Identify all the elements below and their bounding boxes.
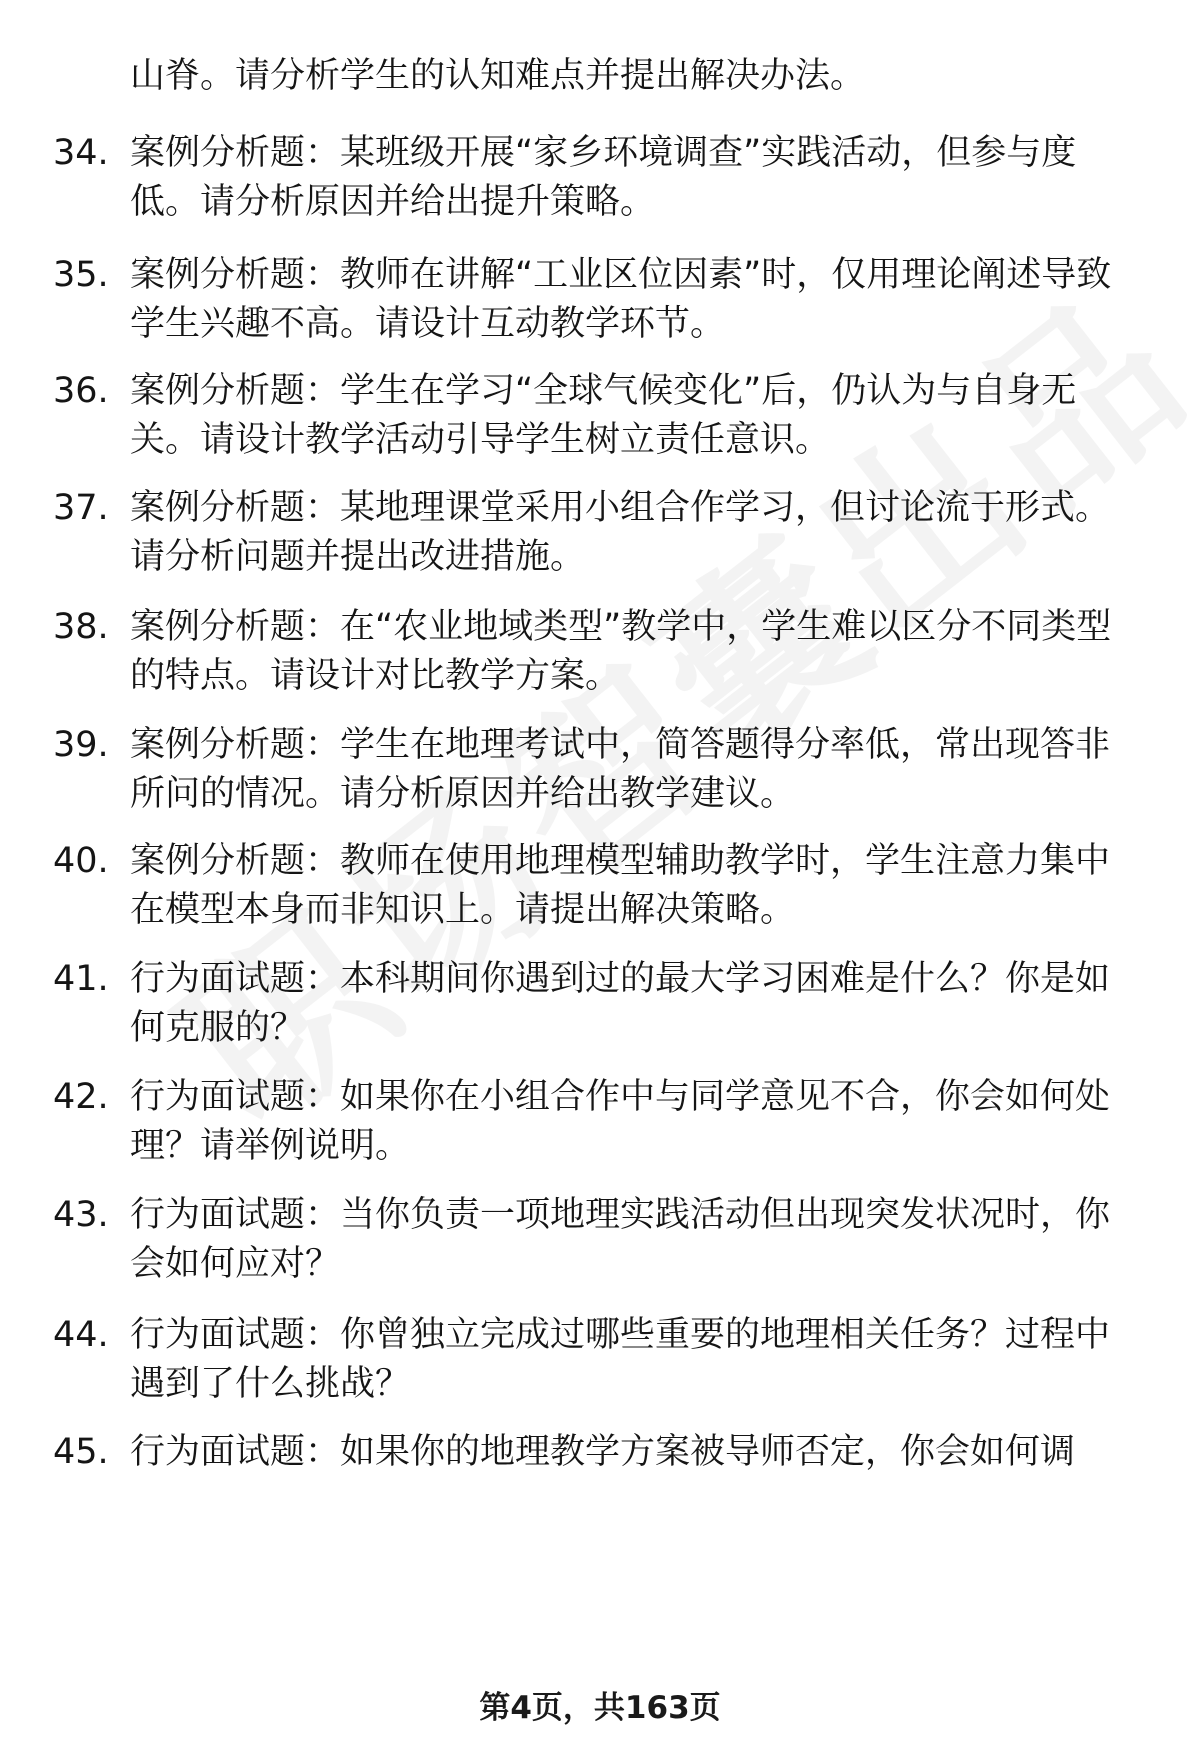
item-text: 案例分析题：学生在地理考试中，简答题得分率低，常出现答非所问的情况。请分析原因并给出教学建议。 bbox=[130, 725, 1111, 814]
item-text: 行为面试题：本科期间你遇到过的最大学习困难是什么？你是如何克服的？ bbox=[130, 959, 1111, 1048]
page-footer: 第4页，共163页 bbox=[479, 1690, 721, 1726]
item-number: 43. bbox=[53, 1195, 109, 1235]
list-item bbox=[0, 484, 1200, 582]
list-item bbox=[0, 837, 1200, 935]
item-number: 36. bbox=[53, 371, 109, 411]
item-text: 行为面试题：你曾独立完成过哪些重要的地理相关任务？过程中遇到了什么挑战？ bbox=[130, 1315, 1111, 1404]
item-number: 41. bbox=[53, 959, 109, 999]
item-text: 案例分析题：某地理课堂采用小组合作学习，但讨论流于形式。请分析问题并提出改进措施。 bbox=[130, 488, 1111, 577]
item-number: 44. bbox=[53, 1315, 109, 1355]
item-text: 案例分析题：教师在讲解“工业区位因素”时，仅用理论阐述导致学生兴趣不高。请设计互动教学环节。 bbox=[130, 255, 1112, 344]
item-number: 42. bbox=[53, 1077, 109, 1117]
list-item bbox=[0, 52, 1200, 101]
item-number: 35. bbox=[53, 255, 109, 295]
item-text: 案例分析题：某班级开展“家乡环境调查”实践活动，但参与度低。请分析原因并给出提升策略。 bbox=[130, 133, 1077, 222]
list-item bbox=[0, 721, 1200, 819]
item-number: 38. bbox=[53, 607, 109, 647]
item-number: 39. bbox=[53, 725, 109, 765]
list-item bbox=[0, 1191, 1200, 1289]
item-number: 40. bbox=[53, 841, 109, 881]
item-text: 案例分析题：在“农业地域类型”教学中，学生难以区分不同类型的特点。请设计对比教学方案。 bbox=[130, 607, 1112, 696]
item-text: 行为面试题：如果你在小组合作中与同学意见不合，你会如何处理？请举例说明。 bbox=[130, 1077, 1111, 1166]
item-number: 37. bbox=[53, 488, 109, 528]
list-item bbox=[0, 955, 1200, 1053]
list-item bbox=[0, 603, 1200, 701]
list-item bbox=[0, 1311, 1200, 1409]
item-number: 34. bbox=[53, 133, 109, 173]
item-text: 行为面试题：如果你的地理教学方案被导师否定，你会如何调 bbox=[130, 1432, 1076, 1472]
list-item bbox=[0, 1428, 1200, 1477]
item-number: 45. bbox=[53, 1432, 109, 1472]
item-text: 山脊。请分析学生的认知难点并提出解决办法。 bbox=[130, 56, 866, 96]
list-item bbox=[0, 251, 1200, 349]
item-text: 案例分析题：教师在使用地理模型辅助教学时，学生注意力集中在模型本身而非知识上。请提出解决策略。 bbox=[130, 841, 1111, 930]
list-item bbox=[0, 1073, 1200, 1171]
item-text: 案例分析题：学生在学习“全球气候变化”后，仍认为与自身无关。请设计教学活动引导学生树立责任意识。 bbox=[130, 371, 1077, 460]
list-item bbox=[0, 129, 1200, 227]
list-item bbox=[0, 367, 1200, 465]
item-text: 行为面试题：当你负责一项地理实践活动但出现突发状况时，你会如何应对？ bbox=[130, 1195, 1111, 1284]
